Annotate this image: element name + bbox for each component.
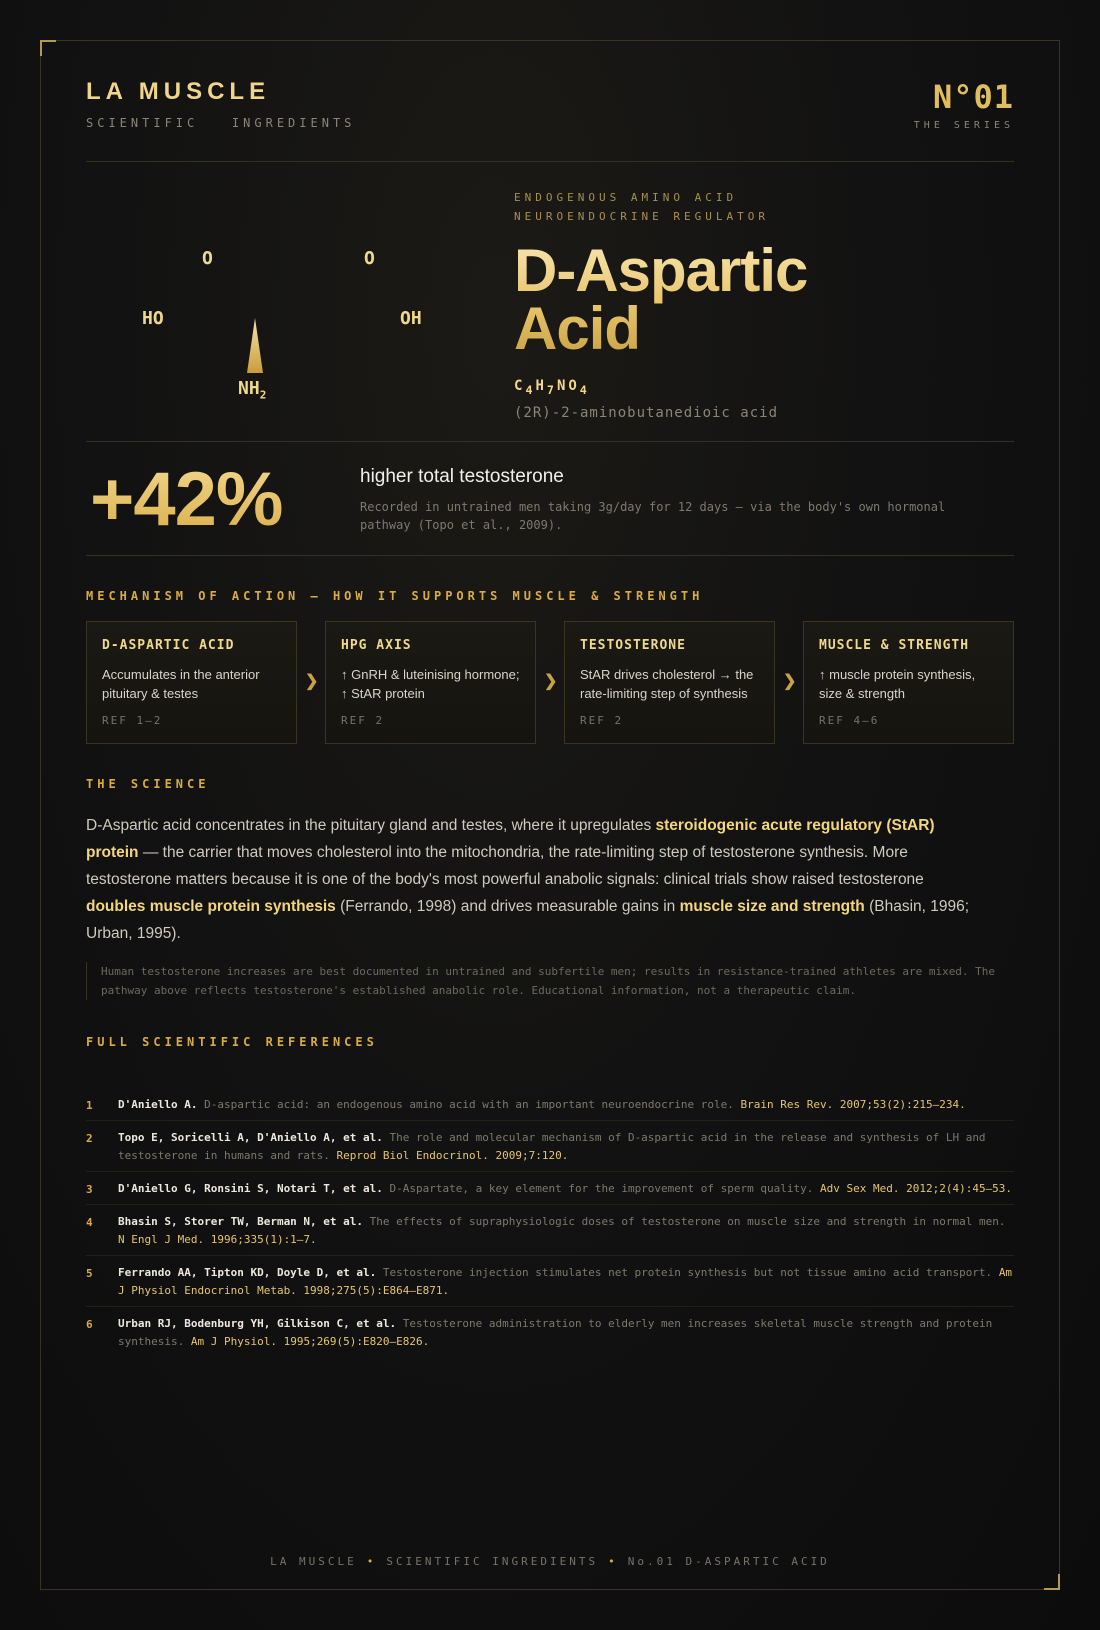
science-text: D-Aspartic acid concentrates in the pituitary gland and testes, where it upregulates — [86, 817, 656, 834]
series-block — [914, 78, 1014, 131]
reference-title: Testosterone injection stimulates net protein synthesis but not tissue amino acid transport. — [376, 1266, 999, 1279]
reference-body — [118, 1315, 1014, 1351]
mechanism-card-ref: REF 4–6 — [819, 714, 880, 727]
mechanism-card-title: D-ASPARTIC ACID — [102, 638, 235, 653]
mechanism-card-description: ↑ GnRH & luteinising hormone; ↑ StAR protein — [341, 667, 520, 701]
reference-number: 5 — [86, 1267, 93, 1280]
references-list — [86, 1088, 1014, 1357]
science-highlight: steroidogenic acute regulatory (StAR) protein — [86, 817, 935, 861]
compound-formula — [514, 378, 807, 397]
stat-title: higher total testosterone — [360, 466, 564, 487]
formula-c-sub: 4 — [525, 382, 536, 397]
frame-corner-bottom-right — [1044, 1574, 1060, 1590]
reference-title: The effects of supraphysiologic doses of testosterone on muscle size and strength in normal men. — [363, 1215, 1006, 1228]
footer-brand: LA MUSCLE — [270, 1555, 357, 1568]
mechanism-card-description: StAR drives cholesterol → the rate-limiting step of synthesis — [580, 667, 754, 701]
reference-body — [118, 1129, 1014, 1165]
reference-item — [86, 1121, 1014, 1172]
compound-name-line-1: D-Aspartic — [514, 237, 808, 304]
stat-value: +42% — [90, 457, 283, 542]
mechanism-card-ref: REF 2 — [580, 714, 624, 727]
divider — [86, 555, 1014, 556]
reference-title: D-aspartic acid: an endogenous amino acid with an important neuroendocrine role. — [197, 1098, 741, 1111]
reference-journal: N Engl J Med. 1996;335(1):1–7. — [118, 1233, 317, 1246]
reference-item — [86, 1088, 1014, 1121]
references-section-label: FULL SCIENTIFIC REFERENCES — [86, 1035, 378, 1049]
mechanism-card — [325, 621, 536, 744]
reference-item — [86, 1172, 1014, 1205]
footer-right: No.01 D-ASPARTIC ACID — [627, 1555, 830, 1568]
reference-journal: Am J Physiol. 1995;269(5):E820–E826. — [190, 1335, 430, 1348]
footer — [0, 1555, 1100, 1568]
reference-body — [118, 1264, 1014, 1300]
reference-item — [86, 1307, 1014, 1357]
formula-h: H — [535, 378, 547, 394]
reference-authors: Topo E, Soricelli A, D'Aniello A, et al. — [118, 1131, 383, 1144]
reference-item — [86, 1256, 1014, 1307]
science-paragraph — [86, 812, 986, 947]
oxygen-left-atom: O — [202, 248, 213, 269]
science-section-label: THE SCIENCE — [86, 777, 210, 791]
series-number: N°01 — [932, 78, 1014, 116]
reference-journal: Brain Res Rev. 2007;53(2):215–234. — [740, 1098, 966, 1111]
reference-number: 6 — [86, 1318, 93, 1331]
wedge-bond-icon — [244, 318, 266, 374]
hydroxyl-left-atom: HO — [142, 308, 164, 329]
science-text: (Ferrando, 1998) and drives measurable gains in — [335, 898, 680, 915]
footer-middle: SCIENTIFIC INGREDIENTS — [386, 1555, 599, 1568]
mechanism-card-description: Accumulates in the anterior pituitary & testes — [102, 667, 260, 701]
formula-no: NO — [556, 378, 580, 394]
mechanism-card-ref: REF 2 — [341, 714, 385, 727]
reference-item — [86, 1205, 1014, 1256]
amine-label: NH — [238, 378, 260, 399]
stat-description: Recorded in untrained men taking 3g/day for 12 days — via the body's own hormonal pathway (Topo et al., 2009). — [360, 500, 946, 532]
brand-subtitle: SCIENTIFIC INGREDIENTS — [86, 116, 356, 130]
reference-authors: Bhasin S, Storer TW, Berman N, et al. — [118, 1215, 364, 1228]
stat-text — [360, 466, 1000, 534]
reference-authors: D'Aniello A. — [118, 1098, 198, 1111]
reference-number: 1 — [86, 1099, 93, 1112]
science-text: — the carrier that moves cholesterol into the mitochondria, the rate-limiting step of testosterone synthesis. More testosterone matters because it is one of the body's most powerful anabolic signals: clinical trials show raised testosterone — [86, 844, 924, 888]
formula-h-sub: 7 — [546, 382, 557, 397]
reference-body — [118, 1213, 1014, 1249]
science-highlight: doubles muscle protein synthesis — [86, 898, 336, 915]
reference-journal: Reprod Biol Endocrinol. 2009;7:120. — [336, 1149, 569, 1162]
series-label: THE SERIES — [913, 120, 1014, 131]
reference-authors: Ferrando AA, Tipton KD, Doyle D, et al. — [118, 1266, 377, 1279]
reference-number: 3 — [86, 1183, 93, 1196]
amine-subscript: 2 — [259, 388, 267, 402]
molecule-diagram — [86, 190, 486, 430]
hydroxyl-right-atom: OH — [400, 308, 422, 329]
mechanism-card-description: ↑ muscle protein synthesis, size & strength — [819, 667, 976, 701]
reference-title: D-Aspartate, a key element for the improvement of sperm quality. — [382, 1182, 820, 1195]
mechanism-card — [86, 621, 297, 744]
bullet-icon: • — [608, 1555, 618, 1568]
science-text: (Bhasin, 1996; Urban, 1995). — [86, 898, 970, 942]
mechanism-card-title: MUSCLE & STRENGTH — [819, 638, 970, 653]
frame-corner-top-left — [40, 40, 56, 56]
compound-class-line-1: ENDOGENOUS AMINO ACID — [514, 191, 738, 204]
chevron-right-icon: ❯ — [544, 673, 558, 690]
reference-title: Testosterone administration to elderly men increases skeletal muscle strength and protein synthesis. — [118, 1317, 993, 1348]
chevron-right-icon: ❯ — [783, 673, 797, 690]
compound-name — [514, 237, 808, 362]
formula-c: C — [514, 378, 526, 394]
oxygen-right-atom: O — [364, 248, 375, 269]
compound-iupac-name: (2R)-2-aminobutanedioic acid — [514, 404, 779, 421]
reference-journal: Adv Sex Med. 2012;2(4):45–53. — [820, 1182, 1013, 1195]
mechanism-section-label: MECHANISM OF ACTION — HOW IT SUPPORTS MUSCLE & STRENGTH — [86, 589, 704, 603]
reference-body — [118, 1180, 1014, 1198]
divider — [86, 441, 1014, 442]
reference-number: 2 — [86, 1132, 93, 1145]
mechanism-card-ref: REF 1–2 — [102, 714, 163, 727]
reference-authors: D'Aniello G, Ronsini S, Notari T, et al. — [118, 1182, 383, 1195]
chevron-right-icon: ❯ — [305, 673, 319, 690]
mechanism-card-title: HPG AXIS — [341, 638, 412, 653]
reference-authors: Urban RJ, Bodenburg YH, Gilkison C, et al. — [118, 1317, 397, 1330]
reference-journal: Am J Physiol Endocrinol Metab. 1998;275(5):E864–E871. — [118, 1266, 1013, 1297]
science-disclaimer-note: Human testosterone increases are best documented in untrained and subfertile men; results in resistance-trained athletes are mixed. The pathway above reflects testosterone's established anabolic role. Educational information, not a therapeutic claim. — [86, 962, 1006, 1000]
compound-name-line-2: Acid — [514, 295, 641, 362]
science-highlight: muscle size and strength — [679, 898, 865, 915]
mechanism-card — [564, 621, 775, 744]
brand-name: LA MUSCLE — [86, 78, 271, 105]
divider — [86, 161, 1014, 162]
compound-block — [514, 188, 807, 421]
bullet-icon: • — [366, 1555, 377, 1568]
mechanism-card-title: TESTOSTERONE — [580, 638, 686, 653]
mechanism-flow — [86, 621, 1014, 744]
amine-group — [238, 378, 266, 402]
brand-block — [86, 78, 355, 130]
compound-class-line-2: NEUROENDOCRINE REGULATOR — [514, 210, 769, 223]
reference-body — [118, 1096, 1014, 1114]
reference-number: 4 — [86, 1216, 93, 1229]
formula-o-sub: 4 — [579, 382, 590, 397]
mechanism-card — [803, 621, 1014, 744]
reference-title: The role and molecular mechanism of D-aspartic acid in the release and synthesis of LH and testosterone in humans and rats. — [118, 1131, 986, 1162]
